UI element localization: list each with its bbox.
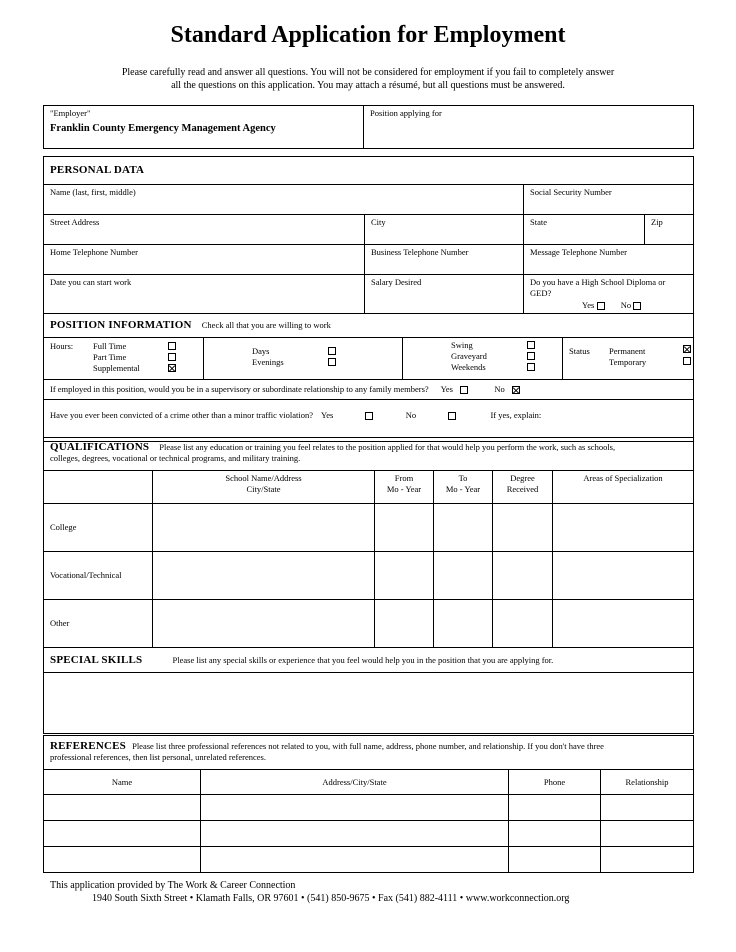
position-instruction: Check all that you are willing to work — [201, 320, 331, 330]
skills-heading: SPECIAL SKILLS — [50, 653, 143, 666]
table-row — [44, 600, 694, 648]
table-row — [44, 847, 694, 873]
crime-row — [44, 400, 694, 442]
page-title: Standard Application for Employment — [170, 22, 566, 48]
other-degree-cell[interactable] — [493, 600, 553, 648]
temporary-checkbox[interactable] — [683, 357, 691, 365]
diploma-no-checkbox[interactable] — [633, 302, 641, 310]
crime-no-label: No — [405, 410, 417, 420]
swing-label: Swing — [451, 340, 473, 350]
crime-question: Have you ever been convicted of a crime other than a minor traffic violation? — [50, 410, 313, 420]
ref-3-address-cell[interactable] — [201, 847, 509, 873]
col-to-header — [434, 471, 493, 504]
references-instruction-1: Please list three professional references not related to you, with full name, address, phone number, and relationship. If you don't have three — [132, 741, 604, 751]
name-field[interactable] — [44, 185, 524, 215]
other-school-cell[interactable] — [153, 600, 375, 648]
diploma-yes-label: Yes — [582, 300, 595, 310]
college-to-cell[interactable] — [434, 504, 493, 552]
ssn-label: Social Security Number — [530, 187, 612, 197]
shift-group — [204, 338, 403, 380]
college-areas-cell[interactable] — [553, 504, 694, 552]
references-section — [43, 735, 694, 873]
position-applying-label: Position applying for — [370, 108, 442, 118]
intro-line-1: Please carefully read and answer all questions. You will not be considered for employment if you fail to completely answer — [121, 67, 615, 78]
full-time-checkbox[interactable] — [168, 342, 176, 350]
zip-label: Zip — [651, 217, 663, 227]
other-areas-cell[interactable] — [553, 600, 694, 648]
college-school-cell[interactable] — [153, 504, 375, 552]
message-phone-field[interactable] — [524, 245, 694, 275]
salary-field[interactable] — [365, 275, 524, 314]
start-date-label: Date you can start work — [50, 277, 132, 287]
business-phone-label: Business Telephone Number — [371, 247, 469, 257]
weekends-label: Weekends — [451, 362, 486, 372]
references-heading-row — [44, 736, 694, 770]
col-degree-line-1: Degree — [510, 473, 535, 483]
crime-no-checkbox[interactable] — [448, 412, 456, 420]
ref-3-name-cell[interactable] — [44, 847, 201, 873]
vocational-degree-cell[interactable] — [493, 552, 553, 600]
temporary-label: Temporary — [609, 357, 647, 367]
skills-heading-row — [44, 648, 694, 673]
diploma-field — [524, 275, 694, 314]
ref-2-address-cell[interactable] — [201, 821, 509, 847]
employer-section — [43, 105, 694, 149]
supplemental-label: Supplemental — [93, 363, 140, 373]
table-row — [44, 795, 694, 821]
business-phone-field[interactable] — [365, 245, 524, 275]
references-instruction-2: professional references, then list personal, unrelated references. — [50, 752, 266, 762]
days-label: Days — [252, 346, 270, 356]
position-applying-field[interactable] — [364, 106, 694, 149]
swing-checkbox[interactable] — [527, 341, 535, 349]
college-from-cell[interactable] — [375, 504, 434, 552]
evenings-checkbox[interactable] — [328, 358, 336, 366]
col-school-line-2: City/State — [246, 484, 281, 494]
days-checkbox[interactable] — [328, 347, 336, 355]
vocational-from-cell[interactable] — [375, 552, 434, 600]
message-phone-label: Message Telephone Number — [530, 247, 627, 257]
evenings-label: Evenings — [252, 357, 284, 367]
col-from-line-1: From — [394, 473, 414, 483]
full-time-label: Full Time — [93, 341, 127, 351]
hours-label: Hours: — [50, 341, 74, 351]
other-from-cell[interactable] — [375, 600, 434, 648]
supplemental-checkbox[interactable] — [168, 364, 176, 372]
status-group — [563, 338, 694, 380]
street-field[interactable] — [44, 215, 365, 245]
zip-field[interactable] — [645, 215, 694, 245]
footer-provider: This application provided by The Work & Career Connection — [50, 880, 296, 891]
skills-field[interactable] — [44, 673, 694, 734]
supervisory-yes-label: Yes — [440, 384, 453, 394]
graveyard-label: Graveyard — [451, 351, 487, 361]
diploma-yes-checkbox[interactable] — [597, 302, 605, 310]
col-relationship-header: Relationship — [601, 770, 694, 795]
col-phone-header: Phone — [509, 770, 601, 795]
supervisory-row — [44, 380, 694, 400]
col-school-header — [153, 471, 375, 504]
skills-instruction: Please list any special skills or experience that you feel would help you in the position that you are applying for. — [172, 654, 554, 665]
table-row — [44, 504, 694, 552]
employer-value: Franklin County Emergency Management Agency — [50, 123, 276, 134]
hours-group — [44, 338, 204, 380]
vocational-to-cell[interactable] — [434, 552, 493, 600]
state-label: State — [530, 217, 547, 227]
col-degree-header — [493, 471, 553, 504]
row-label-other: Other — [44, 600, 153, 648]
supervisory-no-checkbox[interactable] — [512, 386, 520, 394]
permanent-checkbox[interactable] — [683, 345, 691, 353]
ref-2-phone-cell[interactable] — [509, 821, 601, 847]
col-to-line-2: Mo - Year — [445, 484, 481, 494]
city-field[interactable] — [365, 215, 524, 245]
col-school-line-1: School Name/Address — [225, 473, 302, 483]
permanent-label: Permanent — [609, 346, 646, 356]
ref-1-relationship-cell[interactable] — [601, 795, 694, 821]
part-time-label: Part Time — [93, 352, 127, 362]
supervisory-question: If employed in this position, would you be in a supervisory or subordinate relationship to any family members? — [50, 384, 429, 394]
ref-1-name-cell[interactable] — [44, 795, 201, 821]
supervisory-yes-checkbox[interactable] — [460, 386, 468, 394]
intro-line-2: all the questions on this application. You may attach a résumé, but all questions must be answered. — [171, 80, 565, 91]
ssn-field[interactable] — [524, 185, 694, 215]
start-date-field[interactable] — [44, 275, 365, 314]
crime-yes-checkbox[interactable] — [365, 412, 373, 420]
ref-2-name-cell[interactable] — [44, 821, 201, 847]
weekends-checkbox[interactable] — [527, 363, 535, 371]
diploma-no-label: No — [620, 300, 632, 310]
employer-field[interactable] — [44, 106, 364, 149]
table-row — [44, 821, 694, 847]
table-row — [44, 552, 694, 600]
qualifications-instruction-1: Please list any education or training you feel relates to the position applied for that would help you perform the work, such as schools, — [159, 442, 616, 452]
position-heading: POSITION INFORMATION — [50, 319, 192, 331]
personal-data-section — [43, 156, 694, 442]
qualifications-section — [43, 437, 694, 734]
state-field[interactable] — [524, 215, 645, 245]
name-label: Name (last, first, middle) — [50, 187, 136, 197]
col-areas-label: Areas of Specialization — [583, 473, 663, 483]
college-degree-cell[interactable] — [493, 504, 553, 552]
graveyard-checkbox[interactable] — [527, 352, 535, 360]
row-label-vocational: Vocational/Technical — [44, 552, 153, 600]
vocational-areas-cell[interactable] — [553, 552, 694, 600]
ref-3-relationship-cell[interactable] — [601, 847, 694, 873]
qualifications-heading-row — [44, 438, 694, 471]
col-name-header: Name — [44, 770, 201, 795]
home-phone-label: Home Telephone Number — [50, 247, 139, 257]
other-to-cell[interactable] — [434, 600, 493, 648]
part-time-checkbox[interactable] — [168, 353, 176, 361]
col-to-line-1: To — [458, 473, 468, 483]
qualifications-instruction-2: colleges, degrees, vocational or technical programs, and military training. — [50, 453, 301, 463]
ref-2-relationship-cell[interactable] — [601, 821, 694, 847]
crime-yes-label: Yes — [320, 410, 334, 420]
row-label-college: College — [44, 504, 153, 552]
street-label: Street Address — [50, 217, 100, 227]
ref-1-phone-cell[interactable] — [509, 795, 601, 821]
footer-contact: 1940 South Sixth Street • Klamath Falls, OR 97601 • (541) 850-9675 • Fax (541) 882-4111 • www.workconnection.org — [92, 893, 570, 904]
intro-text — [60, 66, 676, 92]
col-from-header — [375, 471, 434, 504]
swing-group — [403, 338, 563, 380]
salary-label: Salary Desired — [371, 277, 422, 287]
ref-1-address-cell[interactable] — [201, 795, 509, 821]
personal-data-heading: PERSONAL DATA — [50, 164, 145, 176]
col-areas-header — [553, 471, 694, 504]
col-from-line-2: Mo - Year — [386, 484, 422, 494]
status-label: Status — [569, 346, 590, 356]
diploma-question: Do you have a High School Diploma or GED? — [530, 277, 666, 298]
ref-3-phone-cell[interactable] — [509, 847, 601, 873]
city-label: City — [371, 217, 386, 227]
home-phone-field[interactable] — [44, 245, 365, 275]
position-heading-row — [44, 314, 694, 338]
qualifications-blank-header — [44, 471, 153, 504]
personal-data-heading-row — [44, 157, 694, 185]
qualifications-heading: QUALIFICATIONS — [50, 441, 150, 453]
supervisory-no-label: No — [494, 384, 505, 394]
employer-label: "Employer" — [50, 108, 91, 118]
vocational-school-cell[interactable] — [153, 552, 375, 600]
col-degree-line-2: Received — [506, 484, 539, 494]
references-heading: REFERENCES — [50, 740, 126, 752]
col-address-header: Address/City/State — [201, 770, 509, 795]
crime-explain-label: If yes, explain: — [490, 410, 542, 420]
